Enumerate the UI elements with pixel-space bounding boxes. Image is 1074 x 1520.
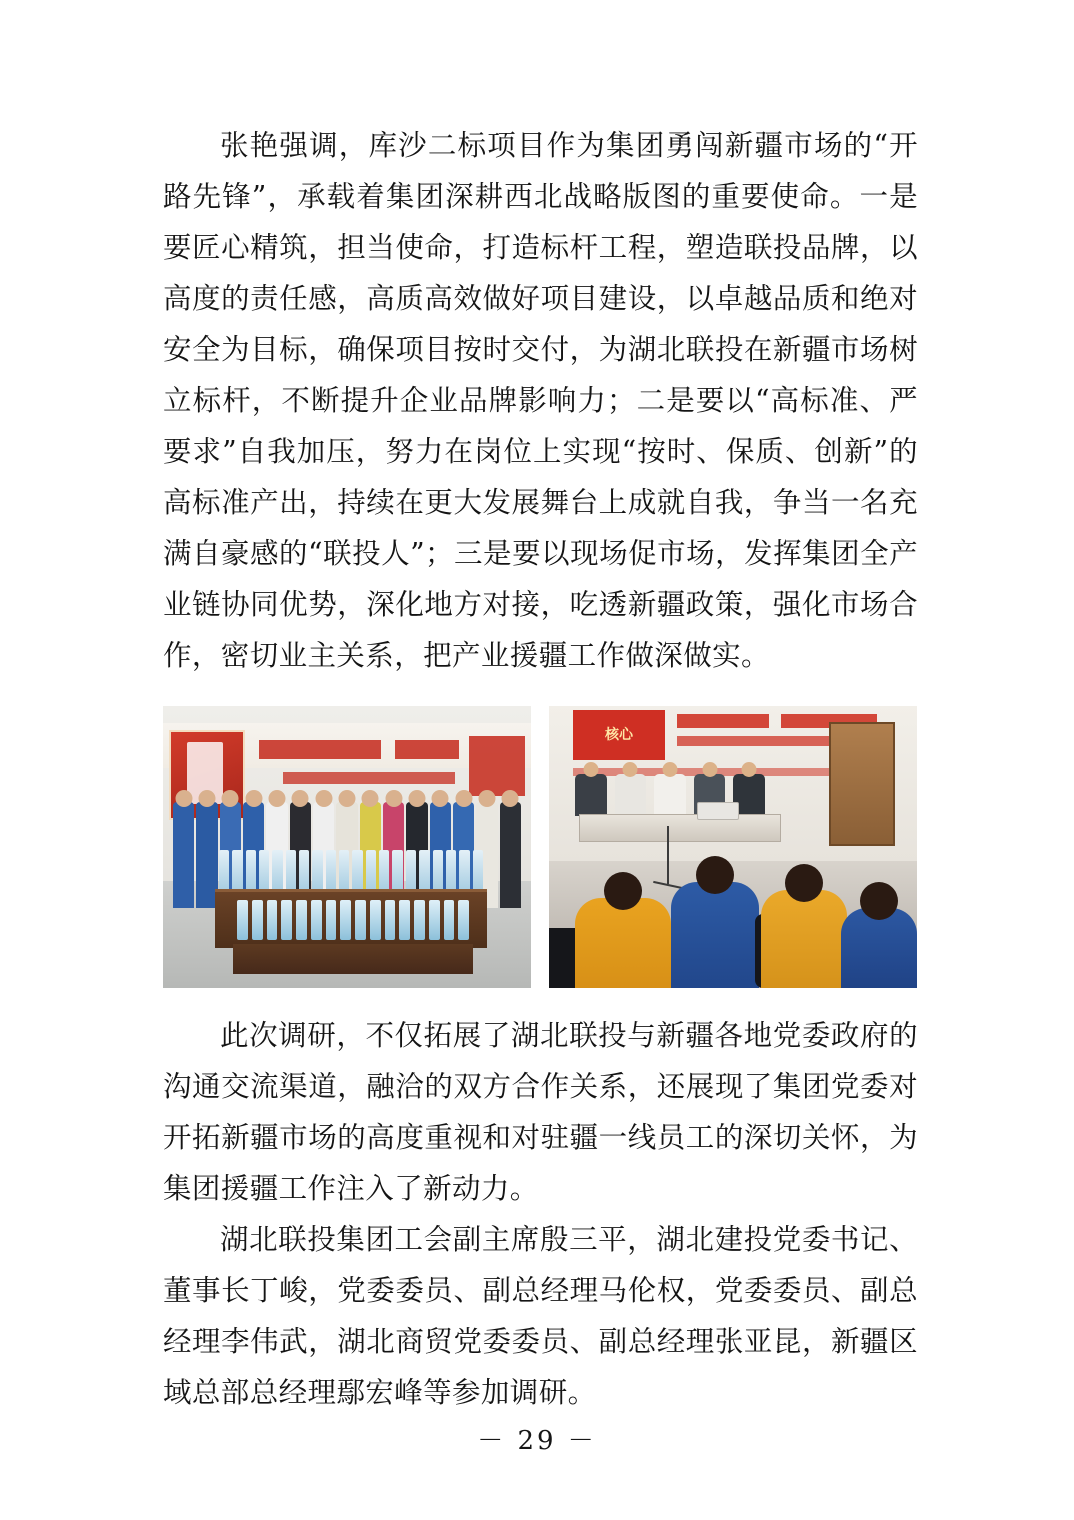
photo1-red-banner-c [469, 736, 525, 796]
photo2-worker-blue [841, 908, 917, 988]
photo2-person-seated [615, 774, 647, 816]
photo1-table-lower [233, 944, 473, 974]
photo1-person [500, 802, 521, 908]
page-number: － 29 － [477, 1426, 597, 1456]
paragraph-2: 此次调研，不仅拓展了湖北联投与新疆各地党委政府的沟通交流渠道，融洽的双方合作关系，还展现了集团党委对开拓新疆市场的高度重视和对驻疆一线员工的深切关怀，为集团援疆工作注入了新动力。 [163, 1019, 918, 1205]
paragraph-3: 湖北联投集团工会副主席殷三平，湖北建投党委书记、董事长丁峻，党委委员、副总经理马伦权，党委委员、副总经理李伟武，湖北商贸党委委员、副总经理张亚昆，新疆区域总部总经理鄢宏峰等参加调研。 [163, 1223, 918, 1409]
page-content [163, 120, 918, 1418]
figure-row [163, 706, 918, 988]
photo1-person [173, 802, 194, 908]
photo2-worker-yellow [761, 890, 847, 988]
paragraph-1: 张艳强调，库沙二标项目作为集团勇闯新疆市场的“开路先锋”，承载着集团深耕西北战略版图的重要使命。一是要匠心精筑，担当使命，打造标杆工程，塑造联投品牌，以高度的责任感，高质高效做好项目建设，以卓越品质和绝对安全为目标，确保项目按时交付，为湖北联投在新疆市场树立标杆，不断提升企业品牌影响力；二是要以“高标准、严要求”自我加压，努力在岗位上实现“按时、保质、创新”的高标准产出，持续在更大发展舞台上成就自我，争当一名充满自豪感的“联投人”；三是要以现场促市场，发挥集团全产业链协同优势，深化地方对接，吃透新疆政策，强化市场合作，密切业主关系，把产业援疆工作做深做实。 [163, 129, 918, 672]
photo2-red-banner-a [677, 714, 769, 728]
photo1-red-banner-a [259, 740, 381, 759]
photo-group-visit [163, 706, 531, 988]
photo2-worker-blue [671, 882, 759, 988]
photo1-supplies-row-bottom [237, 900, 469, 940]
photo1-red-banner-b [395, 740, 459, 759]
photo2-worker-yellow [575, 898, 671, 988]
photo2-foreground-people [549, 824, 917, 988]
photo1-red-banner-d [283, 772, 455, 784]
photo2-person-seated [575, 774, 607, 816]
photo2-projector [697, 802, 739, 820]
photo2-red-sign: 核心 [573, 710, 665, 760]
photo2-person-seated [654, 774, 686, 816]
photo-meeting-room [549, 706, 917, 988]
